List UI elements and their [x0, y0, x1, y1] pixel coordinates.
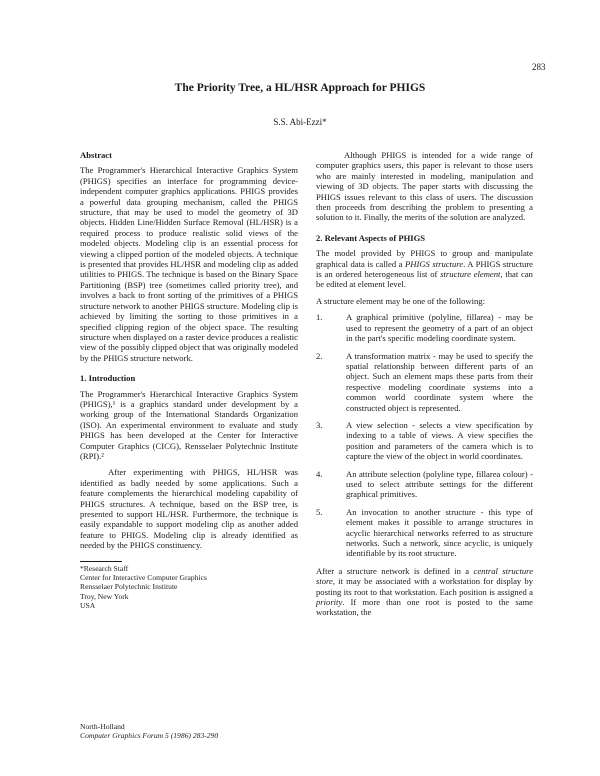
list-item: 5. An invocation to another structure - this type of element makes it possible to arrange structures in acyclic hierarchical networks referred to as structure networks. Such a network, since acyclic, is uniquely identifiable by its root structure.: [316, 506, 533, 559]
introduction-heading: 1. Introduction: [80, 373, 136, 384]
right-column: [316, 150, 533, 618]
footnote-line: Troy, New York: [80, 591, 129, 601]
journal-citation: Computer Graphics Forum 5 (1986) 283-290: [80, 731, 219, 741]
footnote-rule: [80, 561, 122, 562]
section-2-paragraph-1: The model provided by PHIGS to group and manipulate graphical data is called a PHIGS structure. A PHIGS structure is an ordered heterogeneous list of structure element, that can be edited at element level.: [316, 248, 533, 290]
publisher-info: [80, 722, 218, 741]
abstract-text: The Programmer's Hierarchical Interactive Graphics System (PHIGS) specifies an interface for programming device-independent computer graphics applications. PHIGS provides a powerful data grouping mechanism, called the PHIGS structure, that may be used to model the geometry of 3D objects. Hidden Line/Hidden Surface Removal (HL/HSR) is a required process to produce realistic solid views of the modeled objects. Modeling clip is an essential process for viewing a clipped portion of the modeled objects. A technique is presented that provides HL/HSR and modeling clip as added utilities to PHIGS. The technique is based on the Binary Space Partitioning (BSP) tree (sometimes called priority tree), and involves a back to front sorting of the primitives of a PHIGS structure network to another PHIGS structure. Modeling clip is achieved by limiting the sorting to those primitives in a specified clipping region of the object space. The resulting structure when displayed on a raster device produces a realistic view of the possibly clipped object that was originally modeled by the PHIGS structure network.: [80, 165, 298, 363]
introduction-paragraph-1: The Programmer's Hierarchical Interactive Graphics System (PHIGS),¹ is a graphics standard under development by a working group of the International Standards Organization (ISO). An experimental environment to evaluate and study PHIGS has been developed at the Center for Interactive Computer Graphics (CICG), Rensselaer Polytechnic Institute (RPI).²: [80, 388, 298, 461]
list-item: 1. A graphical primitive (polyline, fillarea) - may be used to represent the geometry of a part of an object in the part's specific modeling coordinate system.: [316, 312, 533, 344]
abstract-heading: Abstract: [80, 150, 112, 160]
publisher-name: North-Holland: [80, 722, 125, 731]
footnote: [80, 564, 298, 611]
footnote-line: Center for Interactive Computer Graphics: [80, 573, 207, 583]
section-2-paragraph-3: After a structure network is defined in a central structure store, it may be associated with a workstation for display by posting its root to that workstation. Each position is assigned a priority. If more than one root is posted to the same workstation, the: [316, 565, 534, 618]
list-item: 4. An attribute selection (polyline type, fillarea colour) - used to select attribute settings for the different graphical primitives.: [316, 468, 533, 500]
list-item: 3. A view selection - selects a view specification by indexing to a table of views. A view specifies the position and parameters of the camera which is to capture the view of the object in world coordinates.: [316, 419, 533, 462]
footnote-line: Rensselaer Polytechnic Institute: [80, 582, 178, 592]
footnote-line: USA: [80, 601, 96, 611]
page-number: 283: [532, 62, 546, 72]
structure-element-list: [316, 312, 533, 559]
footnote-line: *Research Staff: [80, 563, 129, 573]
section-2-paragraph-2: A structure element may be one of the following:: [316, 295, 485, 306]
introduction-paragraph-2: After experimenting with PHIGS, HL/HSR was identified as badly needed by some applications. Such a feature complements the hierarchical modeling capability of PHIGS structures. A technique, based on the BSP tree, is presented to support HL/HSR. Furthermore, the technique is easily expandable to support modeling clip as another added feature to PHIGS. Modeling clip is already identified as needed by the PHIGS constituency.: [80, 467, 298, 551]
list-item: 2. A transformation matrix - may be used to specify the spatial relationship between different parts of an object. Such an element maps these parts from their respective modeling coordinate systems into a common world coordinate system where the constructed object is represented.: [316, 350, 533, 413]
left-column: [80, 150, 298, 611]
right-intro-paragraph: Although PHIGS is intended for a wide range of computer graphics users, this paper is relevant to those users who are mainly interested in modeling, manipulation and viewing of 3D objects. The paper starts with discussing the PHIGS issues relevant to this class of users. The discussion then proceeds from describing the problem to presenting a solution to it. Finally, the merits of the solution are analyzed.: [316, 150, 533, 223]
author-line: S.S. Abi-Ezzi*: [273, 117, 327, 127]
section-2-heading: 2. Relevant Aspects of PHIGS: [316, 232, 426, 243]
paper-title: The Priority Tree, a HL/HSR Approach for PHIGS: [174, 82, 426, 94]
